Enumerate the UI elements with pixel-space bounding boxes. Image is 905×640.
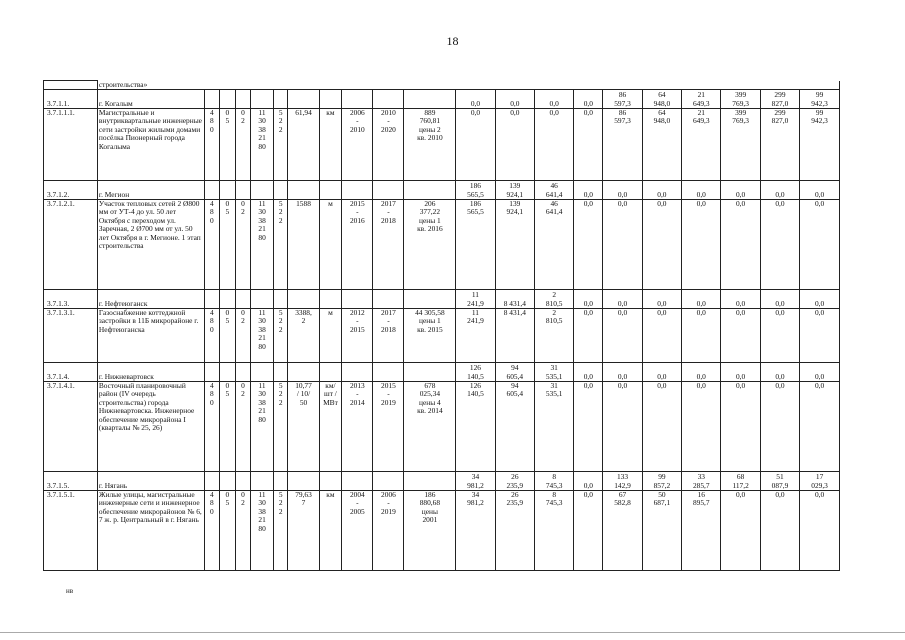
table-cell: 34 981,2 xyxy=(456,472,495,491)
table-cell: 0,0 xyxy=(574,109,603,181)
subtotal-row xyxy=(44,363,840,382)
table-cell: 99 942,3 xyxy=(800,90,840,109)
table-cell: 0,0 xyxy=(682,309,721,363)
table-cell xyxy=(220,290,236,309)
table-cell: 1588 xyxy=(288,200,319,290)
table-cell xyxy=(273,472,288,491)
row-code: 3.7.1.4.1. xyxy=(44,382,98,472)
table-cell: 0,0 xyxy=(682,200,721,290)
table-cell: 2 810,5 xyxy=(535,309,574,363)
footer-mark: нв xyxy=(66,587,74,595)
row-code: 3.7.1.1.1. xyxy=(44,109,98,181)
table-cell xyxy=(251,290,274,309)
table-cell: 0,0 xyxy=(682,363,721,382)
table-cell xyxy=(342,90,373,109)
table-cell: 0,0 xyxy=(682,290,721,309)
table-cell: 0,0 xyxy=(574,290,603,309)
table-cell: 0,0 xyxy=(574,181,603,200)
table-cell: 50 687,1 xyxy=(642,491,681,571)
table-cell: 34 981,2 xyxy=(456,491,495,571)
table-cell: 0,0 xyxy=(800,290,840,309)
table-cell: 0 2 xyxy=(235,109,251,181)
table-cell: 889 760,81 цены 2 кв. 2010 xyxy=(404,109,456,181)
table-cell xyxy=(235,90,251,109)
table-cell: 0,0 xyxy=(721,382,760,472)
table-cell: 678 025,34 цены 4 кв. 2014 xyxy=(404,382,456,472)
table-cell xyxy=(251,90,274,109)
table-row xyxy=(44,200,840,290)
subtotal-row xyxy=(44,290,840,309)
table-cell: 61,94 xyxy=(288,109,319,181)
table-cell: 0,0 xyxy=(642,382,681,472)
table-cell: 11 30 38 21 80 xyxy=(251,491,274,571)
table-cell xyxy=(319,90,342,109)
table-cell: 0,0 xyxy=(495,90,534,109)
table-cell xyxy=(251,472,274,491)
table-cell: 139 924,1 xyxy=(495,181,534,200)
table-cell: 186 880,68 цены 2001 xyxy=(404,491,456,571)
row-title: г. Мегион xyxy=(97,181,204,200)
table-cell: 99 942,3 xyxy=(800,109,840,181)
table-cell xyxy=(404,472,456,491)
table-cell: 0,0 xyxy=(721,290,760,309)
table-cell: 0 5 xyxy=(220,109,236,181)
table-cell: 2006 - 2019 xyxy=(373,491,404,571)
table-cell: 0,0 xyxy=(642,363,681,382)
table-cell: 8 431,4 xyxy=(495,309,534,363)
row-code: 3.7.1.5.1. xyxy=(44,491,98,571)
table-cell: 0,0 xyxy=(642,309,681,363)
table-cell xyxy=(404,90,456,109)
table-cell: 2006 - 2010 xyxy=(342,109,373,181)
table-cell: 16 895,7 xyxy=(682,491,721,571)
table-cell: 0,0 xyxy=(760,382,799,472)
table-cell: 31 535,1 xyxy=(535,363,574,382)
table-cell xyxy=(273,90,288,109)
row-code: 3.7.1.2.1. xyxy=(44,200,98,290)
table-cell: 0,0 xyxy=(800,309,840,363)
table-cell: 8 745,3 xyxy=(535,491,574,571)
table-cell: 399 769,3 xyxy=(721,90,760,109)
table-cell: 5 2 2 xyxy=(273,491,288,571)
table-cell: 8 431,4 xyxy=(495,290,534,309)
table-cell: 0,0 xyxy=(456,109,495,181)
investment-table xyxy=(43,80,840,571)
table-cell: 0,0 xyxy=(495,109,534,181)
table-cell xyxy=(220,90,236,109)
table-cell: 0,0 xyxy=(574,309,603,363)
table-cell xyxy=(251,363,274,382)
table-cell: 21 649,3 xyxy=(682,90,721,109)
table-cell: 67 582,8 xyxy=(603,491,642,571)
table-cell: 0,0 xyxy=(603,290,642,309)
table-cell: 0,0 xyxy=(760,363,799,382)
page-number: 18 xyxy=(446,34,459,48)
table-cell xyxy=(342,181,373,200)
table-cell: 0,0 xyxy=(721,491,760,571)
row-code: 3.7.1.1. xyxy=(44,90,98,109)
table-cell: 0,0 xyxy=(800,491,840,571)
table-cell xyxy=(319,472,342,491)
table-cell: 5 2 2 xyxy=(273,309,288,363)
table-cell: 2015 - 2019 xyxy=(373,382,404,472)
table-cell: 399 769,3 xyxy=(721,109,760,181)
table-cell: 139 924,1 xyxy=(495,200,534,290)
table-cell xyxy=(235,181,251,200)
table-cell: 0,0 xyxy=(721,363,760,382)
table-cell xyxy=(373,290,404,309)
table-cell: 26 235,9 xyxy=(495,491,534,571)
table-cell: 11 241,9 xyxy=(456,290,495,309)
table-cell xyxy=(273,181,288,200)
row-code: 3.7.1.4. xyxy=(44,363,98,382)
table-cell: км xyxy=(319,491,342,571)
table-cell xyxy=(44,81,98,90)
table-cell: 94 605,4 xyxy=(495,363,534,382)
table-cell xyxy=(288,472,319,491)
table-cell: 0,0 xyxy=(456,90,495,109)
table-row xyxy=(44,109,840,181)
table-cell: 4 8 0 xyxy=(204,200,220,290)
table-cell: 44 305,58 цены 1 кв. 2015 xyxy=(404,309,456,363)
subtotal-row xyxy=(44,181,840,200)
table-cell: 299 827,0 xyxy=(760,109,799,181)
table-cell xyxy=(404,363,456,382)
table-cell: 126 140,5 xyxy=(456,363,495,382)
table-cell: 0,0 xyxy=(603,181,642,200)
table-cell xyxy=(220,363,236,382)
table-cell: 5 2 2 xyxy=(273,200,288,290)
table-cell: 2017 - 2018 xyxy=(373,200,404,290)
table-cell: 11 30 38 21 80 xyxy=(251,109,274,181)
row-code: 3.7.1.3.1. xyxy=(44,309,98,363)
table-cell: 31 535,1 xyxy=(535,382,574,472)
table-cell: 0,0 xyxy=(603,200,642,290)
table-cell: 0,0 xyxy=(603,363,642,382)
table-cell: м xyxy=(319,200,342,290)
table-cell: 17 029,3 xyxy=(800,472,840,491)
table-cell: км xyxy=(319,109,342,181)
row-title: г. Когалым xyxy=(97,90,204,109)
table-cell xyxy=(204,181,220,200)
table-cell: 0,0 xyxy=(603,382,642,472)
table-cell xyxy=(204,472,220,491)
table-cell: 11 30 38 21 80 xyxy=(251,382,274,472)
table-cell xyxy=(319,363,342,382)
table-cell xyxy=(342,363,373,382)
table-cell: 0,0 xyxy=(682,181,721,200)
table-cell xyxy=(204,363,220,382)
table-row xyxy=(44,491,840,571)
table-cell: 0,0 xyxy=(721,200,760,290)
table-cell: 0,0 xyxy=(721,309,760,363)
table-cell: 0,0 xyxy=(721,181,760,200)
table-cell xyxy=(404,290,456,309)
table-cell: 8 745,3 xyxy=(535,472,574,491)
table-cell: 11 30 38 21 80 xyxy=(251,200,274,290)
table-cell: 64 948,0 xyxy=(642,109,681,181)
row-title: Магистральные и внутриквартальные инженерные сети застройки жилыми домами посёлка Пионерный города Когалыма xyxy=(97,109,204,181)
table-cell xyxy=(288,290,319,309)
table-cell xyxy=(273,290,288,309)
table-cell: 0,0 xyxy=(574,491,603,571)
table-cell: 0,0 xyxy=(760,290,799,309)
table-cell: 4 8 0 xyxy=(204,382,220,472)
table-cell xyxy=(288,363,319,382)
table-cell: 21 649,3 xyxy=(682,109,721,181)
table-cell xyxy=(235,363,251,382)
table-cell: 2017 - 2018 xyxy=(373,309,404,363)
table-cell xyxy=(373,181,404,200)
table-cell: 0,0 xyxy=(642,181,681,200)
table-cell: 186 565,5 xyxy=(456,181,495,200)
table-cell: 0 2 xyxy=(235,382,251,472)
table-cell: 51 087,9 xyxy=(760,472,799,491)
table-cell: 0,0 xyxy=(574,200,603,290)
row-title: г. Нягань xyxy=(97,472,204,491)
table-cell: 133 142,9 xyxy=(603,472,642,491)
table-cell: 46 641,4 xyxy=(535,181,574,200)
row-title: Жилые улицы, магистральные инженерные сети и инженерное обеспечение микрорайонов № 6, 7 ж. р. Центральный в г. Нягань xyxy=(97,491,204,571)
table-cell: 2015 - 2016 xyxy=(342,200,373,290)
table-cell xyxy=(288,181,319,200)
table-cell: строительства» xyxy=(97,81,839,90)
table-cell: 86 597,3 xyxy=(603,109,642,181)
table-cell xyxy=(220,472,236,491)
table-cell: 0,0 xyxy=(760,491,799,571)
table-cell: 0,0 xyxy=(682,382,721,472)
table-cell: 5 2 2 xyxy=(273,382,288,472)
table-cell: 99 857,2 xyxy=(642,472,681,491)
table-cell: 0 5 xyxy=(220,309,236,363)
row-code: 3.7.1.5. xyxy=(44,472,98,491)
table-cell: 206 377,22 цены 1 кв. 2016 xyxy=(404,200,456,290)
table-cell: 186 565,5 xyxy=(456,200,495,290)
table-cell xyxy=(404,181,456,200)
table-cell: 94 605,4 xyxy=(495,382,534,472)
table-cell: 2 810,5 xyxy=(535,290,574,309)
table-cell: 4 8 0 xyxy=(204,109,220,181)
table-cell: 64 948,0 xyxy=(642,90,681,109)
table-cell: 4 8 0 xyxy=(204,491,220,571)
table-cell: 0,0 xyxy=(535,109,574,181)
table-cell xyxy=(342,472,373,491)
table-cell: 0 2 xyxy=(235,309,251,363)
table-cell: 0 2 xyxy=(235,200,251,290)
subtotal-row xyxy=(44,472,840,491)
table-cell: 299 827,0 xyxy=(760,90,799,109)
table-cell: 0,0 xyxy=(800,181,840,200)
row-title: Восточный планировочный район (IV очередь строительства) города Нижневартовска. Инженерное обеспечение микрорайона I (кварталы № 25, 26) xyxy=(97,382,204,472)
table-cell: 0 2 xyxy=(235,491,251,571)
table-cell xyxy=(373,90,404,109)
table-row xyxy=(44,382,840,472)
row-title: г. Нижневартовск xyxy=(97,363,204,382)
row-title: Участок тепловых сетей 2 Ø800 мм от УТ-4 до ул. 50 лет Октября с переходом ул. Заречная, 2 Ø700 мм от ул. 50 лет Октября в г. Мегионе. 1 этап строительства xyxy=(97,200,204,290)
table-cell: км/ шт / МВт xyxy=(319,382,342,472)
subtotal-row xyxy=(44,90,840,109)
table-cell xyxy=(373,363,404,382)
table-cell: 126 140,5 xyxy=(456,382,495,472)
table-cell: 0,0 xyxy=(574,90,603,109)
table-cell: 2004 - 2005 xyxy=(342,491,373,571)
table-cell: 0 5 xyxy=(220,491,236,571)
table-cell: 5 2 2 xyxy=(273,109,288,181)
table-cell: 26 235,9 xyxy=(495,472,534,491)
table-cell xyxy=(235,290,251,309)
table-cell xyxy=(319,290,342,309)
table-cell xyxy=(342,290,373,309)
table-cell: 79,63 7 xyxy=(288,491,319,571)
table-cell: 0 5 xyxy=(220,200,236,290)
table-cell xyxy=(273,363,288,382)
table-cell: 0,0 xyxy=(642,200,681,290)
table-cell: 0,0 xyxy=(535,90,574,109)
table-cell: 2013 - 2014 xyxy=(342,382,373,472)
table-cell: 0,0 xyxy=(760,200,799,290)
table-cell: 0 5 xyxy=(220,382,236,472)
table-cell: м xyxy=(319,309,342,363)
table-cell: 33 285,7 xyxy=(682,472,721,491)
table-cell: 3388, 2 xyxy=(288,309,319,363)
table-cell: 46 641,4 xyxy=(535,200,574,290)
table-cell: 10,77 / 10/ 50 xyxy=(288,382,319,472)
table-cell: 0,0 xyxy=(603,309,642,363)
table-cell: 0,0 xyxy=(574,472,603,491)
row-title: г. Нефтеюганск xyxy=(97,290,204,309)
bottom-divider xyxy=(0,632,905,633)
table-cell xyxy=(251,181,274,200)
row-code: 3.7.1.2. xyxy=(44,181,98,200)
table-cell xyxy=(220,181,236,200)
table-cell: 2010 - 2020 xyxy=(373,109,404,181)
table-cell: 86 597,3 xyxy=(603,90,642,109)
table-cell: 0,0 xyxy=(760,309,799,363)
table-cell xyxy=(235,472,251,491)
table-cell: 11 30 38 21 80 xyxy=(251,309,274,363)
table-cell: 68 117,2 xyxy=(721,472,760,491)
row-code: 3.7.1.3. xyxy=(44,290,98,309)
table-cell: 2012 - 2015 xyxy=(342,309,373,363)
table-cell: 0,0 xyxy=(800,200,840,290)
table-cell: 0,0 xyxy=(800,363,840,382)
table-cell: 0,0 xyxy=(760,181,799,200)
table-cell: 0,0 xyxy=(574,382,603,472)
table-cell xyxy=(204,90,220,109)
table-cell xyxy=(288,90,319,109)
table-cell: 0,0 xyxy=(800,382,840,472)
continuation-row xyxy=(44,81,840,90)
table-cell xyxy=(319,181,342,200)
table-cell xyxy=(373,472,404,491)
table-cell: 11 241,9 xyxy=(456,309,495,363)
table-cell: 0,0 xyxy=(574,363,603,382)
table-cell: 4 8 0 xyxy=(204,309,220,363)
table-row xyxy=(44,309,840,363)
table-cell xyxy=(204,290,220,309)
table-cell: 0,0 xyxy=(642,290,681,309)
row-title: Газоснабжение коттеджной застройки в 11Б микрорайоне г. Нефтеюганска xyxy=(97,309,204,363)
